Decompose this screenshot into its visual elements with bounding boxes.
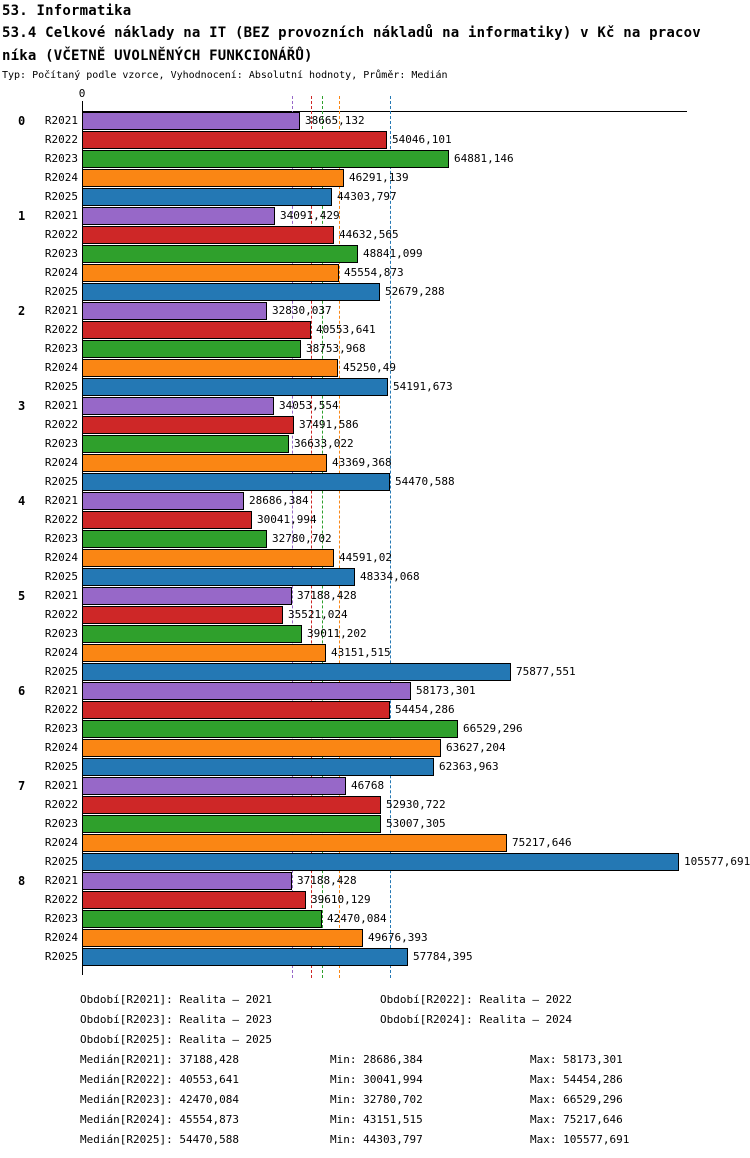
series-label-r2022-g5: R2022 — [44, 608, 78, 621]
bar-r2025-g0 — [82, 188, 332, 206]
bar-r2025-g1 — [82, 283, 380, 301]
series-label-r2024-g0: R2024 — [44, 171, 78, 184]
value-label-r2022-g3: 37491,586 — [299, 418, 359, 431]
series-label-r2023-g8: R2023 — [44, 912, 78, 925]
value-label-r2023-g8: 42470,084 — [327, 912, 387, 925]
bar-r2021-g0 — [82, 112, 300, 130]
value-label-r2021-g1: 34091,429 — [280, 209, 340, 222]
stat-max-row2: Max: 66529,296 — [530, 1093, 623, 1106]
value-label-r2021-g0: 38665,132 — [305, 114, 365, 127]
series-label-r2023-g7: R2023 — [44, 817, 78, 830]
series-label-r2022-g3: R2022 — [44, 418, 78, 431]
series-label-r2021-g6: R2021 — [44, 684, 78, 697]
bar-r2025-g4 — [82, 568, 355, 586]
value-label-r2024-g5: 43151,515 — [331, 646, 391, 659]
stat-median-row1: Medián[R2022]: 40553,641 — [80, 1073, 239, 1086]
value-label-r2025-g0: 44303,797 — [337, 190, 397, 203]
bar-r2025-g7 — [82, 853, 679, 871]
group-label-1: 1 — [18, 209, 26, 223]
series-label-r2025-g8: R2025 — [44, 950, 78, 963]
bar-r2023-g0 — [82, 150, 449, 168]
stat-median-row4: Medián[R2025]: 54470,588 — [80, 1133, 239, 1146]
bar-r2025-g6 — [82, 758, 434, 776]
bar-r2021-g3 — [82, 397, 274, 415]
bar-r2024-g6 — [82, 739, 441, 757]
bar-r2025-g5 — [82, 663, 511, 681]
value-label-r2025-g7: 105577,691 — [684, 855, 750, 868]
value-label-r2023-g4: 32780,702 — [272, 532, 332, 545]
series-label-r2025-g3: R2025 — [44, 475, 78, 488]
stat-max-row4: Max: 105577,691 — [530, 1133, 630, 1146]
value-label-r2023-g3: 36633,022 — [294, 437, 354, 450]
group-label-8: 8 — [18, 874, 26, 888]
series-label-r2023-g0: R2023 — [44, 152, 78, 165]
group-label-5: 5 — [18, 589, 26, 603]
series-label-r2024-g2: R2024 — [44, 361, 78, 374]
bar-r2022-g0 — [82, 131, 387, 149]
group-label-6: 6 — [18, 684, 26, 698]
legend-item-0: Období[R2021]: Realita – 2021 — [80, 993, 273, 1006]
value-label-r2025-g3: 54470,588 — [395, 475, 455, 488]
series-label-r2025-g0: R2025 — [44, 190, 78, 203]
report-subtitle-line1: 53.4 Celkové náklady na IT (BEZ provozních nákladů na informatiky) v Kč na pracov — [2, 25, 701, 41]
series-label-r2022-g8: R2022 — [44, 893, 78, 906]
series-label-r2025-g5: R2025 — [44, 665, 78, 678]
value-label-r2021-g5: 37188,428 — [297, 589, 357, 602]
report-subtitle-line2: níka (VČETNĚ UVOLNĚNÝCH FUNKCIONÁŘŮ) — [2, 48, 313, 64]
series-label-r2025-g6: R2025 — [44, 760, 78, 773]
bar-r2022-g6 — [82, 701, 390, 719]
legend-item-1: Období[R2022]: Realita – 2022 — [380, 993, 573, 1006]
value-label-r2025-g1: 52679,288 — [385, 285, 445, 298]
bar-r2024-g2 — [82, 359, 338, 377]
bar-r2021-g6 — [82, 682, 411, 700]
bar-r2022-g2 — [82, 321, 311, 339]
series-label-r2023-g3: R2023 — [44, 437, 78, 450]
value-label-r2023-g2: 38753,968 — [306, 342, 366, 355]
value-label-r2021-g8: 37188,428 — [297, 874, 357, 887]
value-label-r2021-g4: 28686,384 — [249, 494, 309, 507]
series-label-r2021-g2: R2021 — [44, 304, 78, 317]
series-label-r2024-g7: R2024 — [44, 836, 78, 849]
value-label-r2021-g2: 32830,037 — [272, 304, 332, 317]
bar-r2022-g8 — [82, 891, 306, 909]
bar-r2023-g2 — [82, 340, 301, 358]
series-label-r2024-g4: R2024 — [44, 551, 78, 564]
group-label-4: 4 — [18, 494, 26, 508]
value-label-r2022-g1: 44632,565 — [339, 228, 399, 241]
series-label-r2024-g1: R2024 — [44, 266, 78, 279]
series-label-r2023-g4: R2023 — [44, 532, 78, 545]
series-label-r2022-g1: R2022 — [44, 228, 78, 241]
bar-r2021-g8 — [82, 872, 292, 890]
series-label-r2024-g6: R2024 — [44, 741, 78, 754]
value-label-r2025-g8: 57784,395 — [413, 950, 473, 963]
series-label-r2022-g0: R2022 — [44, 133, 78, 146]
x-axis-origin-tick — [82, 101, 83, 111]
series-label-r2021-g1: R2021 — [44, 209, 78, 222]
value-label-r2024-g3: 43369,368 — [332, 456, 392, 469]
bar-r2021-g2 — [82, 302, 267, 320]
series-label-r2021-g5: R2021 — [44, 589, 78, 602]
bar-r2023-g8 — [82, 910, 322, 928]
series-label-r2021-g3: R2021 — [44, 399, 78, 412]
x-axis-origin-label: 0 — [78, 87, 86, 100]
value-label-r2022-g8: 39610,129 — [311, 893, 371, 906]
series-label-r2024-g3: R2024 — [44, 456, 78, 469]
value-label-r2023-g6: 66529,296 — [463, 722, 523, 735]
legend-item-4: Období[R2025]: Realita – 2025 — [80, 1033, 273, 1046]
series-label-r2023-g1: R2023 — [44, 247, 78, 260]
value-label-r2021-g6: 58173,301 — [416, 684, 476, 697]
series-label-r2021-g4: R2021 — [44, 494, 78, 507]
value-label-r2023-g1: 48841,099 — [363, 247, 423, 260]
stat-min-row4: Min: 44303,797 — [330, 1133, 423, 1146]
bar-r2022-g4 — [82, 511, 252, 529]
value-label-r2021-g3: 34053,554 — [279, 399, 339, 412]
value-label-r2022-g0: 54046,101 — [392, 133, 452, 146]
stat-min-row2: Min: 32780,702 — [330, 1093, 423, 1106]
bar-r2024-g7 — [82, 834, 507, 852]
series-label-r2025-g2: R2025 — [44, 380, 78, 393]
value-label-r2021-g7: 46768 — [351, 779, 385, 792]
stat-median-row3: Medián[R2024]: 45554,873 — [80, 1113, 239, 1126]
value-label-r2023-g0: 64881,146 — [454, 152, 514, 165]
bar-r2024-g1 — [82, 264, 339, 282]
bar-r2022-g5 — [82, 606, 283, 624]
group-label-7: 7 — [18, 779, 26, 793]
series-label-r2021-g7: R2021 — [44, 779, 78, 792]
stat-median-row2: Medián[R2023]: 42470,084 — [80, 1093, 239, 1106]
bar-r2022-g3 — [82, 416, 294, 434]
series-label-r2025-g7: R2025 — [44, 855, 78, 868]
value-label-r2024-g2: 45250,49 — [343, 361, 396, 374]
series-label-r2022-g6: R2022 — [44, 703, 78, 716]
series-label-r2024-g8: R2024 — [44, 931, 78, 944]
value-label-r2025-g2: 54191,673 — [393, 380, 453, 393]
series-label-r2023-g5: R2023 — [44, 627, 78, 640]
value-label-r2024-g1: 45554,873 — [344, 266, 404, 279]
bar-r2025-g2 — [82, 378, 388, 396]
bar-r2023-g4 — [82, 530, 267, 548]
bar-r2023-g1 — [82, 245, 358, 263]
bar-r2021-g5 — [82, 587, 292, 605]
series-label-r2022-g2: R2022 — [44, 323, 78, 336]
bar-r2023-g6 — [82, 720, 458, 738]
report-title: 53. Informatika — [2, 3, 132, 19]
value-label-r2022-g7: 52930,722 — [386, 798, 446, 811]
series-label-r2021-g0: R2021 — [44, 114, 78, 127]
value-label-r2024-g6: 63627,204 — [446, 741, 506, 754]
value-label-r2022-g4: 30041,994 — [257, 513, 317, 526]
value-label-r2022-g2: 40553,641 — [316, 323, 376, 336]
bar-r2024-g8 — [82, 929, 363, 947]
stat-median-row0: Medián[R2021]: 37188,428 — [80, 1053, 239, 1066]
legend-item-2: Období[R2023]: Realita – 2023 — [80, 1013, 273, 1026]
bar-r2024-g3 — [82, 454, 327, 472]
bar-r2021-g7 — [82, 777, 346, 795]
series-label-r2022-g7: R2022 — [44, 798, 78, 811]
value-label-r2022-g5: 35521,024 — [288, 608, 348, 621]
value-label-r2022-g6: 54454,286 — [395, 703, 455, 716]
stat-min-row1: Min: 30041,994 — [330, 1073, 423, 1086]
value-label-r2025-g4: 48334,068 — [360, 570, 420, 583]
value-label-r2025-g6: 62363,963 — [439, 760, 499, 773]
bar-r2022-g7 — [82, 796, 381, 814]
bar-r2025-g3 — [82, 473, 390, 491]
bar-r2025-g8 — [82, 948, 408, 966]
value-label-r2024-g7: 75217,646 — [512, 836, 572, 849]
legend-item-3: Období[R2024]: Realita – 2024 — [380, 1013, 573, 1026]
value-label-r2024-g8: 49676,393 — [368, 931, 428, 944]
series-label-r2023-g2: R2023 — [44, 342, 78, 355]
group-label-0: 0 — [18, 114, 26, 128]
stat-max-row3: Max: 75217,646 — [530, 1113, 623, 1126]
bar-r2022-g1 — [82, 226, 334, 244]
series-label-r2021-g8: R2021 — [44, 874, 78, 887]
stat-min-row0: Min: 28686,384 — [330, 1053, 423, 1066]
series-label-r2022-g4: R2022 — [44, 513, 78, 526]
bar-r2021-g4 — [82, 492, 244, 510]
value-label-r2023-g5: 39011,202 — [307, 627, 367, 640]
group-label-2: 2 — [18, 304, 26, 318]
bar-r2024-g0 — [82, 169, 344, 187]
value-label-r2025-g5: 75877,551 — [516, 665, 576, 678]
series-label-r2024-g5: R2024 — [44, 646, 78, 659]
series-label-r2023-g6: R2023 — [44, 722, 78, 735]
stat-max-row1: Max: 54454,286 — [530, 1073, 623, 1086]
stat-max-row0: Max: 58173,301 — [530, 1053, 623, 1066]
bar-r2021-g1 — [82, 207, 275, 225]
report-meta-line: Typ: Počítaný podle vzorce, Vyhodnocení: Absolutní hodnoty, Průměr: Medián — [2, 70, 448, 81]
series-label-r2025-g1: R2025 — [44, 285, 78, 298]
stat-min-row3: Min: 43151,515 — [330, 1113, 423, 1126]
series-label-r2025-g4: R2025 — [44, 570, 78, 583]
bar-r2024-g4 — [82, 549, 334, 567]
bar-r2023-g3 — [82, 435, 289, 453]
value-label-r2024-g4: 44591,02 — [339, 551, 392, 564]
bar-r2024-g5 — [82, 644, 326, 662]
bar-r2023-g5 — [82, 625, 302, 643]
group-label-3: 3 — [18, 399, 26, 413]
value-label-r2023-g7: 53007,305 — [386, 817, 446, 830]
bar-r2023-g7 — [82, 815, 381, 833]
value-label-r2024-g0: 46291,139 — [349, 171, 409, 184]
